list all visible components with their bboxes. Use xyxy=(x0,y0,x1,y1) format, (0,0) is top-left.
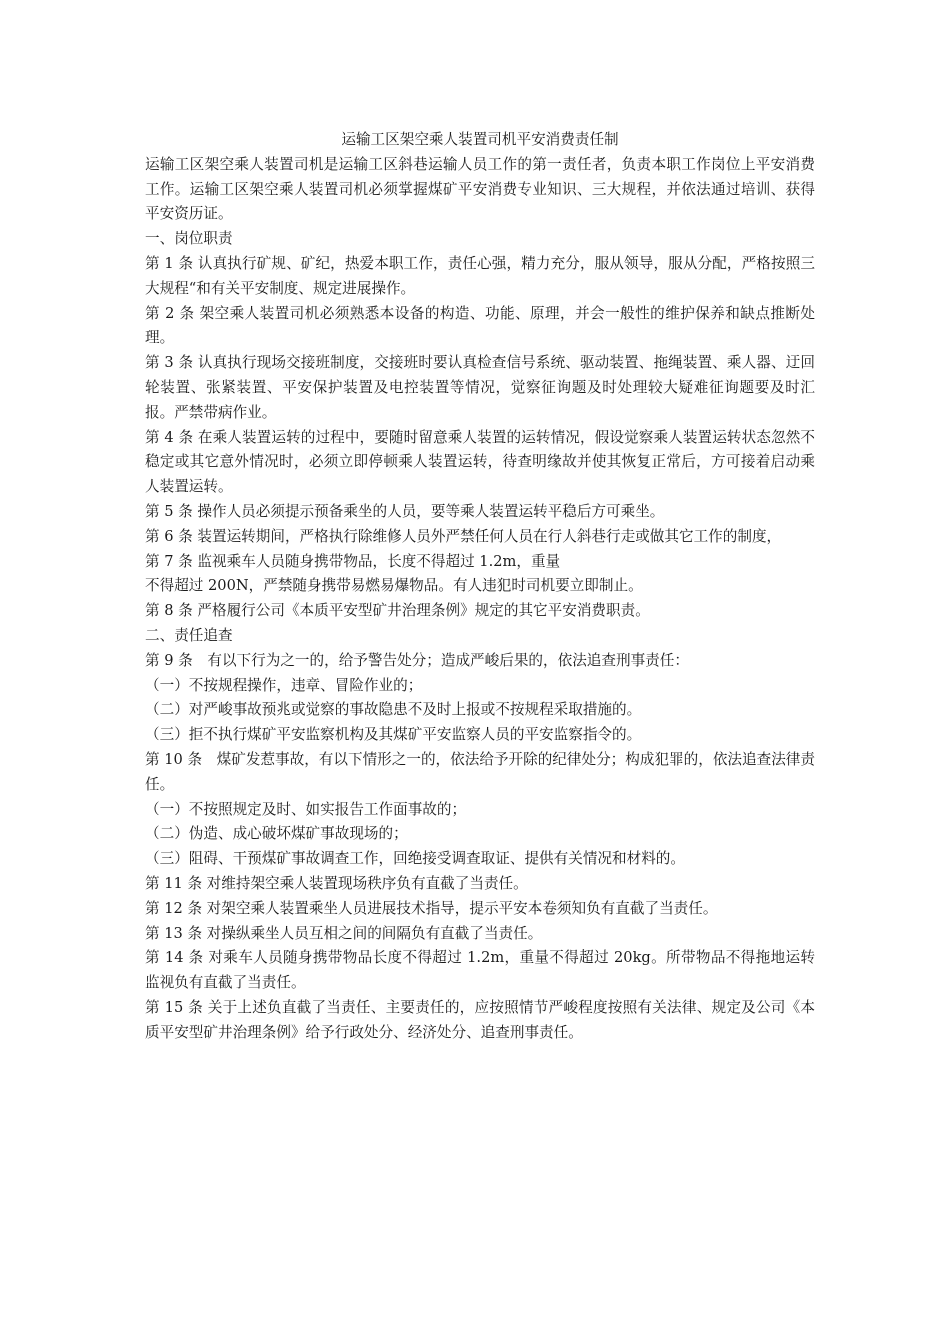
paragraph: 第 14 条 对乘车人员随身携带物品长度不得超过 1.2m，重量不得超过 20kg。所带物品不得拖地运转监视负有直截了当责任。 xyxy=(145,949,815,992)
paragraph: 第 10 条 煤矿发惹事故，有以下情形之一的，依法给予开除的纪律处分；构成犯罪的，依法追查法律责任。 xyxy=(145,750,815,793)
paragraph: 第 6 条 装置运转期间，严格执行除维修人员外严禁任何人员在行人斜巷行走或做其它工作的制度， xyxy=(145,527,782,545)
paragraph: 第 1 条 认真执行矿规、矿纪，热爱本职工作，责任心强，精力充分，服从领导，服从分配，严格按照三大规程“和有关平安制度、规定进展操作。 xyxy=(145,254,815,297)
paragraph: （三）阻碍、干预煤矿事故调查工作，回绝接受调查取证、提供有关情况和材料的。 xyxy=(145,850,685,868)
paragraph: 不得超过 200N，严禁随身携带易燃易爆物品。有人违犯时司机要立即制止。 xyxy=(145,577,643,595)
paragraph: 第 13 条 对操纵乘坐人员互相之间的间隔负有直截了当责任。 xyxy=(145,924,543,942)
document-body xyxy=(145,153,815,1046)
paragraph: 一、岗位职责 xyxy=(145,230,233,248)
paragraph: 第 8 条 严格履行公司《本质平安型矿井治理条例》规定的其它平安消费职责。 xyxy=(145,602,650,620)
paragraph: 第 4 条 在乘人装置运转的过程中，要随时留意乘人装置的运转情况，假设觉察乘人装置运转状态忽然不稳定或其它意外情况时，必须立即停顿乘人装置运转，待查明缘故并使其恢复正常后，方可接着启动乘人装置运转。 xyxy=(145,428,815,496)
paragraph: 第 5 条 操作人员必须提示预备乘坐的人员，要等乘人装置运转平稳后方可乘坐。 xyxy=(145,502,665,520)
paragraph: 第 11 条 对维持架空乘人装置现场秩序负有直截了当责任。 xyxy=(145,874,528,892)
paragraph: 第 15 条 关于上述负直截了当责任、主要责任的，应按照情节严峻程度按照有关法律、规定及公司《本质平安型矿井治理条例》给予行政处分、经济处分、追查刑事责任。 xyxy=(145,998,815,1041)
paragraph: （一）不按规程操作，违章、冒险作业的； xyxy=(145,676,423,694)
paragraph: 第 9 条 有以下行为之一的，给予警告处分；造成严峻后果的，依法追查刑事责任： xyxy=(145,651,689,669)
paragraph: （一）不按照规定及时、如实报告工作面事故的； xyxy=(145,800,467,818)
paragraph: 第 12 条 对架空乘人装置乘坐人员进展技术指导，提示平安本卷须知负有直截了当责任。 xyxy=(145,899,718,917)
paragraph: 第 3 条 认真执行现场交接班制度，交接班时要认真检查信号系统、驱动装置、拖绳装置、乘人器、迂回轮装置、张紧装置、平安保护装置及电控装置等情况，觉察征询题及时处理较大疑难征询题要及时汇报。严禁带病作业。 xyxy=(145,354,815,421)
paragraph: （二）对严峻事故预兆或觉察的事故隐患不及时上报或不按规程采取措施的。 xyxy=(145,701,642,719)
paragraph: （二）伪造、成心破坏煤矿事故现场的； xyxy=(145,825,408,843)
paragraph: （三）拒不执行煤矿平安监察机构及其煤矿平安监察人员的平安监察指令的。 xyxy=(145,726,642,744)
document-page xyxy=(145,128,815,1045)
document-title: 运输工区架空乘人装置司机平安消费责任制 xyxy=(341,131,619,148)
paragraph: 第 2 条 架空乘人装置司机必须熟悉本设备的构造、功能、原理，并会一般性的维护保养和缺点推断处理。 xyxy=(145,304,815,347)
paragraph: 第 7 条 监视乘车人员随身携带物品，长度不得超过 1.2m，重量 xyxy=(145,552,561,570)
paragraph: 二、责任追查 xyxy=(145,626,233,644)
paragraph: 运输工区架空乘人装置司机是运输工区斜巷运输人员工作的第一责任者，负责本职工作岗位上平安消费工作。运输工区架空乘人装置司机必须掌握煤矿平安消费专业知识、三大规程，并依法通过培训、获得平安资历证。 xyxy=(145,155,815,223)
